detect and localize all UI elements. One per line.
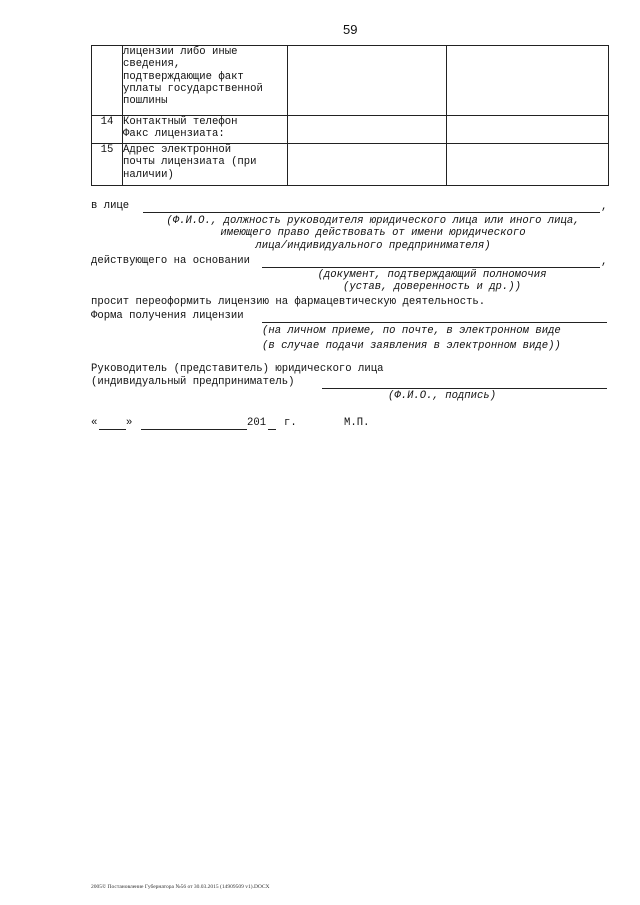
date-close-quote: » (126, 417, 133, 429)
comma: , (601, 201, 608, 213)
hint-line: имеющего право действовать от имени юридического (220, 227, 526, 240)
date-year-line[interactable] (268, 429, 276, 430)
label-line: сведения, (123, 58, 181, 71)
hint-line: лица/индивидуального предпринимателя) (255, 239, 491, 252)
forma-line[interactable] (262, 322, 607, 323)
date-year-prefix: 201 (247, 417, 267, 429)
label-line: Факс лицензиата: (123, 128, 225, 141)
row-label (123, 46, 288, 116)
osnovanie-line[interactable] (262, 267, 600, 268)
forma-hint (262, 324, 561, 354)
signature-label (91, 363, 383, 389)
signature-hint: (Ф.И.О., подпись) (388, 390, 497, 402)
row-number: 15 (92, 144, 123, 186)
signature-label-line: Руководитель (представитель) юридического лица (91, 363, 384, 375)
date-month-line[interactable] (141, 429, 247, 430)
row-number (92, 46, 123, 116)
value-cell[interactable] (288, 144, 447, 186)
label-line: наличии) (123, 168, 174, 181)
date-open-quote: « (91, 417, 98, 429)
value-cell[interactable] (447, 144, 609, 186)
value-cell[interactable] (288, 46, 447, 116)
date-year-suffix: г. (284, 417, 297, 429)
table-row (92, 144, 609, 186)
footer-text: 2005© Постановление Губернатора №56 от 30.03.2015 (14909509 v1).DOCX (91, 884, 270, 890)
label-line: пошлины (123, 95, 168, 108)
date-day-line[interactable] (99, 429, 126, 430)
label-line: Контактный телефон (123, 116, 238, 128)
request-text: просит переоформить лицензию на фармацевтическую деятельность. (91, 296, 486, 308)
label-line: уплаты государственной (123, 82, 263, 95)
signature-line[interactable] (322, 388, 607, 389)
label-line: лицензии либо иные (123, 46, 238, 58)
forma-label: Форма получения лицензии (91, 310, 244, 322)
v-litse-label: в лице (91, 200, 130, 212)
table-row (92, 116, 609, 144)
row-number: 14 (92, 116, 123, 144)
row-label (123, 116, 288, 144)
row-label (123, 144, 288, 186)
value-cell[interactable] (288, 116, 447, 144)
license-table (91, 45, 609, 186)
signature-label-line: (индивидуальный предприниматель) (91, 376, 295, 388)
hint-line: (в случае подачи заявления в электронном виде)) (262, 340, 561, 352)
label-line: подтверждающие факт (123, 70, 244, 83)
label-line: Адрес электронной (123, 144, 232, 156)
hint-line: (на личном приеме, по почте, в электронном виде (262, 325, 561, 337)
value-cell[interactable] (447, 46, 609, 116)
v-litse-line[interactable] (143, 212, 600, 213)
hint-line: (Ф.И.О., должность руководителя юридического лица или иного лица, (166, 215, 580, 227)
osnovanie-hint (262, 269, 602, 294)
v-litse-hint (143, 215, 603, 252)
stamp-label: М.П. (344, 417, 370, 429)
label-line: почты лицензиата (при (123, 156, 257, 169)
osnovanie-label: действующего на основании (91, 255, 250, 267)
value-cell[interactable] (447, 116, 609, 144)
hint-line: (устав, доверенность и др.)) (342, 281, 521, 294)
comma: , (601, 256, 608, 268)
hint-line: (документ, подтверждающий полномочия (317, 269, 547, 281)
table-row (92, 46, 609, 116)
page-number: 59 (343, 22, 358, 37)
